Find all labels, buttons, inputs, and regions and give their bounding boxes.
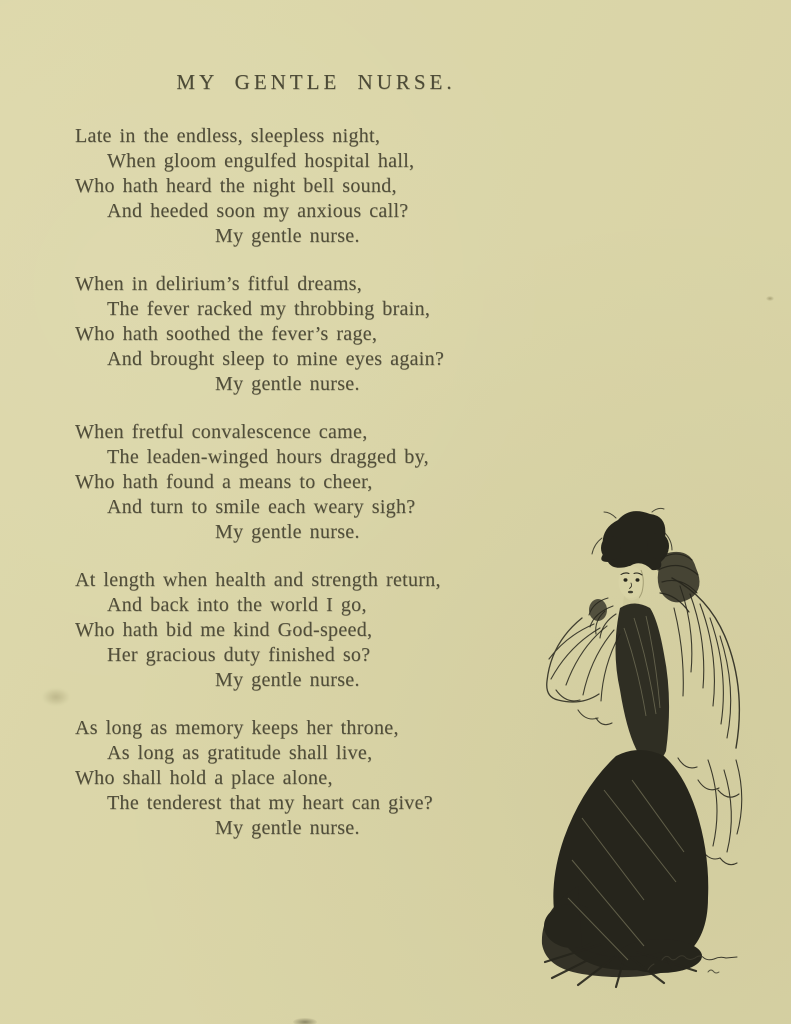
poem-line: And turn to smile each weary sigh? xyxy=(107,496,416,518)
right-eye xyxy=(636,578,640,581)
poem-line: And back into the world I go, xyxy=(107,594,367,616)
poem-refrain: My gentle nurse. xyxy=(215,225,360,247)
poem-line: Who hath found a means to cheer, xyxy=(75,471,373,493)
poem-line: Who shall hold a place alone, xyxy=(75,767,333,789)
poem-refrain: My gentle nurse. xyxy=(215,373,360,395)
page-number-remnant xyxy=(293,1018,317,1024)
left-eye xyxy=(624,578,628,581)
woman-illustration xyxy=(512,458,787,1010)
mouth xyxy=(628,591,633,594)
poem-line: The leaden-winged hours dragged by, xyxy=(107,446,429,468)
poem-line: When fretful convalescence came, xyxy=(75,421,368,443)
poem-line: At length when health and strength return, xyxy=(75,569,441,591)
stanza xyxy=(75,272,545,397)
poem-line: And heeded soon my anxious call? xyxy=(107,200,409,222)
poem-line: When gloom engulfed hospital hall, xyxy=(107,150,415,172)
paper-speck xyxy=(766,296,774,301)
poem-line: Who hath soothed the fever’s rage, xyxy=(75,323,378,345)
stanza xyxy=(75,568,545,693)
bodice xyxy=(616,604,670,764)
paper-smudge xyxy=(42,688,70,706)
poem-line: Her gracious duty finished so? xyxy=(107,644,371,666)
poem-line: Who hath bid me kind God-speed, xyxy=(75,619,373,641)
stanza xyxy=(75,124,545,249)
poem-line: The fever racked my throbbing brain, xyxy=(107,298,431,320)
poem-refrain: My gentle nurse. xyxy=(215,817,360,839)
poem-line: The tenderest that my heart can give? xyxy=(107,792,433,814)
poem-line: When in delirium’s fitful dreams, xyxy=(75,273,363,295)
stanza xyxy=(75,420,545,545)
poem-line: Who hath heard the night bell sound, xyxy=(75,175,397,197)
poem-text xyxy=(75,124,545,864)
poem-refrain: My gentle nurse. xyxy=(215,521,360,543)
poem-line: As long as memory keeps her throne, xyxy=(75,717,399,739)
poem-title: MY GENTLE NURSE. xyxy=(176,70,456,94)
poem-line: Late in the endless, sleepless night, xyxy=(75,125,381,147)
stanza xyxy=(75,716,545,841)
poem-refrain: My gentle nurse. xyxy=(215,669,360,691)
poem-line: As long as gratitude shall live, xyxy=(107,742,373,764)
left-sleeve-ruffles xyxy=(547,618,620,725)
poem-line: And brought sleep to mine eyes again? xyxy=(107,348,445,370)
